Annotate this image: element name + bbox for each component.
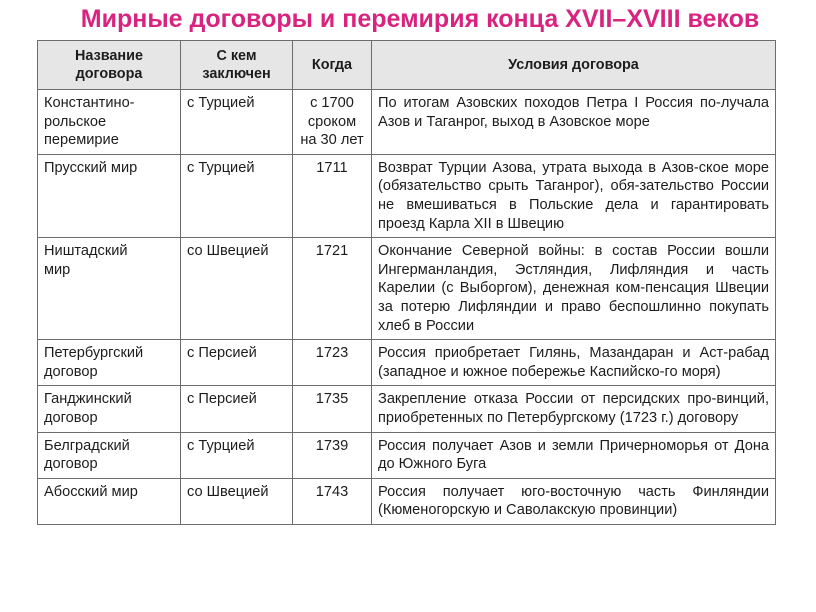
cell-with-text: со Швецией [187,483,269,500]
cell-when-text: 1711 [316,159,348,176]
cell-with [181,478,293,524]
header-terms-label: Условия договора [508,57,639,73]
cell-with [181,154,293,237]
table-row [38,432,776,478]
table-row [38,154,776,237]
cell-name [38,90,181,155]
cell-terms [372,478,776,524]
cell-terms-text: Россия получает Азов и земли Причерноморья от Дона до Южного Буга [378,437,769,473]
header-terms [372,41,776,90]
cell-with-text: с Персией [187,391,257,408]
cell-with [181,386,293,432]
cell-when [293,154,372,237]
cell-terms [372,238,776,340]
cell-terms [372,154,776,237]
cell-terms-text: По итогам Азовских походов Петра I Россия по-лучала Азов и Таганрог, выход в Азовское море [378,95,769,130]
cell-terms-text: Закрепление отказа России от персидских про-винций, приобретенных по Петербургскому (1723 г.) договору [378,391,769,426]
cell-when [293,90,372,155]
cell-name-text: Прусский мир [44,159,138,176]
cell-with-text: с Персией [187,345,257,362]
cell-with-text: с Турцией [187,95,255,111]
cell-terms [372,432,776,478]
cell-name-text: Константино- pольское перемирие [44,95,135,149]
cell-with-text: с Турцией [187,159,255,176]
table-row [38,478,776,524]
cell-terms [372,386,776,432]
cell-with [181,238,293,340]
cell-when-text: 1743 [315,483,349,500]
header-when-label: Когда [311,57,353,73]
cell-with [181,90,293,155]
cell-when-text: с 1700 сроком на 30 лет [300,95,364,149]
header-name-label: Название договора [75,48,143,82]
table-body [38,90,776,525]
cell-terms-text: Россия приобретает Гилянь, Мазандаран и Аст-рабад (западное и южное побережье Каспийско-го моря) [378,345,769,380]
cell-when [293,478,372,524]
cell-name [38,238,181,340]
cell-name-text: Петербургский договор [44,345,144,380]
cell-name [38,386,181,432]
cell-when-text: 1723 [315,345,349,362]
cell-terms-text: Возврат Турции Азова, утрата выхода в Азов-ское море (обязательство срыть Таганрог), обя-зательство России не вмешиваться в Польские дела и гарантировать проезд Карла XII в Швецию [378,159,769,232]
cell-name [38,154,181,237]
cell-name-text: Ганджинский договор [44,391,132,426]
cell-with-text: с Турцией [187,437,255,454]
page-title: Мирные договоры и перемирия конца XVII–XVIII веков [80,5,760,33]
cell-name-text: Белградский договор [44,437,130,473]
table-row [38,386,776,432]
cell-when [293,340,372,386]
table-header [38,41,776,90]
cell-name [38,432,181,478]
cell-with [181,432,293,478]
cell-when-text: 1735 [315,391,349,408]
cell-name-text: Ништадский мир [44,243,128,278]
cell-when [293,238,372,340]
table-row [38,340,776,386]
cell-terms [372,340,776,386]
table-row [38,238,776,340]
treaties-table [37,40,776,525]
cell-name [38,478,181,524]
cell-when [293,386,372,432]
cell-with-text: со Швецией [187,243,269,260]
header-name [38,41,181,90]
cell-terms-text: Россия получает юго-восточную часть Финляндии (Кюменогорскую и Саволакскую провинции) [378,483,769,519]
header-with-label: С кем заключен [202,48,271,82]
header-with [181,41,293,90]
cell-when-text: 1739 [315,437,349,454]
table-row [38,90,776,155]
cell-terms-text: Окончание Северной войны: в состав России вошли Ингерманландия, Эстляндия, Лифляндия и часть Карелии (с Выборгом), денежная ком-пенсация Швеции за потерю Лифляндии и право беспошлинно покупать хлеб в России [378,243,769,334]
treaties-table-container [37,40,775,525]
cell-terms [372,90,776,155]
cell-when [293,432,372,478]
header-row [38,41,776,90]
cell-when-text: 1721 [315,243,349,260]
header-when [293,41,372,90]
cell-with [181,340,293,386]
cell-name-text: Абосский мир [44,483,138,500]
cell-name [38,340,181,386]
